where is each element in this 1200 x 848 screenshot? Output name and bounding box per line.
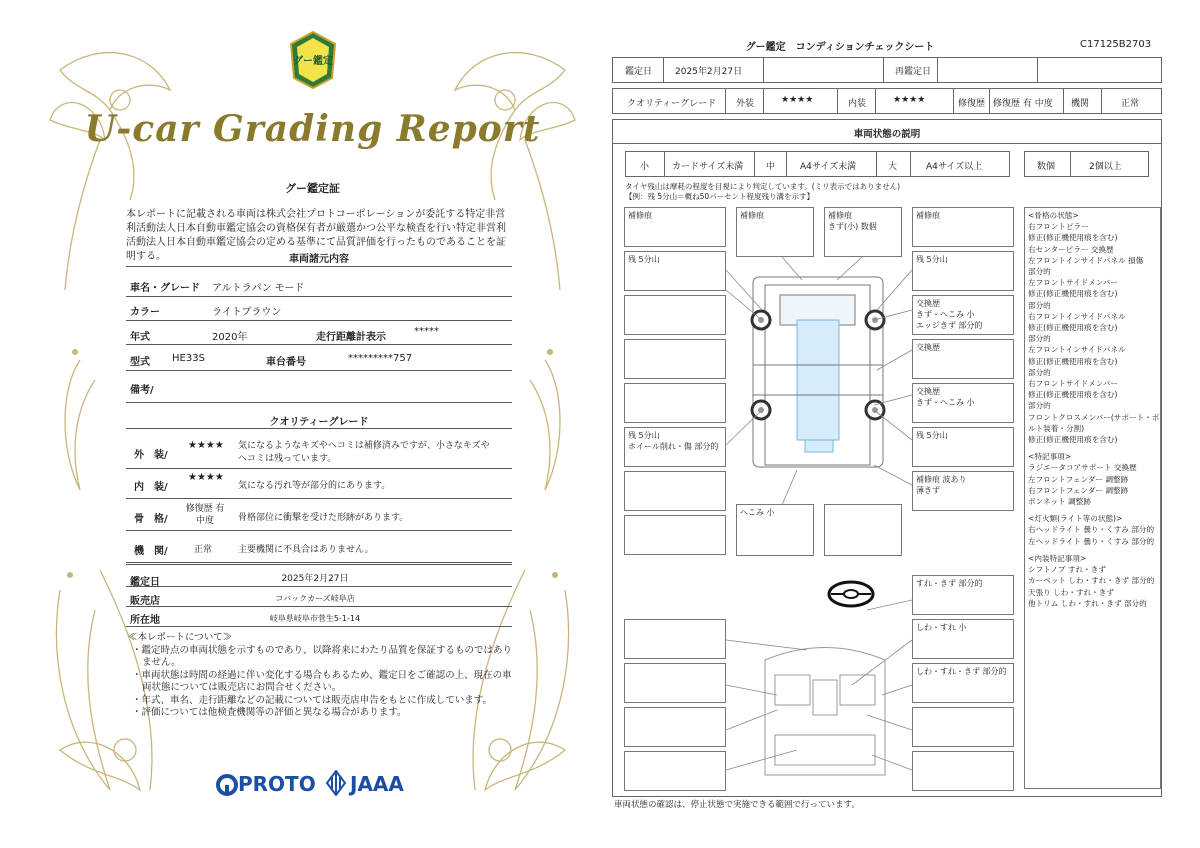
year-value: 2020年 xyxy=(212,332,248,343)
size-mid: 中 xyxy=(766,162,776,172)
engine-label: 機関 xyxy=(1071,99,1090,109)
quality-grade-label: クオリティーグレード xyxy=(627,99,717,109)
note-line: 右センターピラー 交換歴 xyxy=(1028,244,1114,254)
date-row xyxy=(612,57,1162,83)
quality-heading: クオリティーグレード xyxy=(269,417,369,428)
size-legend xyxy=(625,151,1010,177)
mileage-value: ***** xyxy=(414,326,439,337)
note-item: ・年式、車名、走行距離などの記載については販売店申告をもとに作成しています。 xyxy=(132,694,493,706)
interior-box: しわ・すれ・きず 部分的 xyxy=(912,663,1014,703)
reappraisal-label: 再鑑定日 xyxy=(895,67,932,77)
note-line: 部分的 xyxy=(1028,300,1051,310)
damage-box: 補修痕 きず(小) 数個 xyxy=(824,207,902,257)
note-item: ・評価については他検査機関等の評価と異なる場合があります。 xyxy=(132,707,407,718)
note-line: 部分的 xyxy=(1028,267,1051,277)
note-line: 右フロントピラー xyxy=(1028,222,1089,232)
tire-note: タイヤ残山は摩耗の程度を目視により判定しています。(ミリ表示ではありません) xyxy=(625,182,901,191)
model-label: 型式 xyxy=(130,357,150,368)
note-item: ・鑑定時点の車両状態を示すものであり、以降将来にわたり品質を保証するものではありません。 xyxy=(132,644,513,668)
engine-value: 正常 xyxy=(1121,99,1140,109)
frame-comment: 骨格部位に衝撃を受けた形跡があります。 xyxy=(238,513,409,523)
note-line: 左フロントフェンダー 調整跡 xyxy=(1028,474,1129,484)
car-name-label: 車名・グレード xyxy=(130,283,200,294)
frame-label: 骨 格/ xyxy=(134,514,168,525)
note-line: 修正(修正機使用痕を含む) xyxy=(1028,435,1118,445)
note-line: 修正(修正機使用痕を含む) xyxy=(1028,390,1118,400)
note-line: 左フロントインサイドパネル xyxy=(1028,345,1126,355)
exterior-stars: ★★★★ xyxy=(781,95,814,105)
interior-label: 内装 xyxy=(848,99,867,109)
size-large-desc: A4サイズ以上 xyxy=(926,162,983,172)
damage-box: 残 5分山 xyxy=(912,427,1014,467)
color-label: カラー xyxy=(130,307,160,318)
interior-grade: ★★★★ xyxy=(188,472,224,483)
interior-label: 内 装/ xyxy=(134,482,168,493)
note-line: <内装特記事項> xyxy=(1028,553,1087,563)
note-line: カーペット しわ・すれ・きず 部分的 xyxy=(1028,576,1155,586)
engine-label: 機 関/ xyxy=(134,546,168,557)
goo-appraisal-emblem xyxy=(288,30,338,90)
car-name-value: アルトラパン モード xyxy=(212,283,305,294)
report-script-title: U-car Grading Report xyxy=(84,108,541,150)
jaaa-logo-text: JAAA xyxy=(350,772,404,796)
note-line: シフトノブ すれ・きず xyxy=(1028,565,1106,575)
certificate-title: グー鑑定証 xyxy=(285,182,340,195)
count-legend xyxy=(1024,151,1149,177)
remarks-label: 備考/ xyxy=(130,385,154,396)
tire-example: 【例：残 5分山＝概ね50パーセント程度残り溝を示す】 xyxy=(625,192,815,201)
repair-value: 修復歴 有 中度 xyxy=(993,99,1053,109)
note-line: 右フロントサイドメンバー xyxy=(1028,379,1118,389)
year-label: 年式 xyxy=(130,332,150,343)
damage-box: 補修痕 波あり 薄きず xyxy=(912,471,1014,511)
proto-logo-text: PROTO xyxy=(238,772,316,796)
count-desc: 2個以上 xyxy=(1089,162,1122,172)
note-item: ・車両状態は時間の経過に伴い変化する場合もあるため、鑑定日をご確認の上、現在の車両状態については販売店にお問合せください。 xyxy=(132,669,512,693)
interior-box: しわ・すれ 小 xyxy=(912,619,1014,659)
note-line: 左ヘッドライト 曇り・くすみ 部分的 xyxy=(1028,536,1155,546)
size-mid-desc: A4サイズ未満 xyxy=(800,162,857,172)
damage-box: 交換歴 きず・へこみ 小 xyxy=(912,383,1014,423)
engine-grade: 正常 xyxy=(194,545,213,555)
size-large: 大 xyxy=(888,162,898,172)
appraisal-date-label: 鑑定日 xyxy=(130,577,160,588)
note-line: フロントクロスメンバー(サポート・ボ xyxy=(1028,412,1160,422)
note-line: 天張り しわ・すれ・きず xyxy=(1028,587,1114,597)
date-value: 2025年2月27日 xyxy=(675,67,743,77)
date-label: 鑑定日 xyxy=(625,67,653,77)
spec-heading: 車両諸元内容 xyxy=(289,254,349,265)
note-line: 修正(修正機使用痕を含む) xyxy=(1028,323,1118,333)
exterior-label: 外 装/ xyxy=(134,450,168,461)
mileage-label: 走行距離計表示 xyxy=(316,332,386,343)
note-line: 部分的 xyxy=(1028,334,1051,344)
interior-comment: 気になる汚れ等が部分的にあります。 xyxy=(238,481,391,491)
note-line: <骨格の状態> xyxy=(1028,211,1079,220)
note-line: ボンネット 調整跡 xyxy=(1028,497,1091,507)
damage-box: 残 5分山 xyxy=(912,251,1014,291)
size-small: 小 xyxy=(640,162,650,172)
repair-label: 修復歴 xyxy=(958,99,986,109)
note-line: 修正(修正機使用痕を含む) xyxy=(1028,233,1118,243)
engine-comment: 主要機関に不具合はありません。 xyxy=(238,545,374,555)
report-notes xyxy=(128,632,513,720)
interior-box: すれ・きず 部分的 xyxy=(912,575,1014,615)
shop-label: 販売店 xyxy=(130,596,160,607)
damage-box: へこみ 小 xyxy=(736,504,814,556)
note-line: 右フロントインサイドパネル xyxy=(1028,311,1126,321)
note-line: 左フロントサイドメンバー xyxy=(1028,278,1118,288)
shop-value: コバックカーズ岐阜店 xyxy=(275,594,355,603)
note-line: ルト装着・分割) xyxy=(1028,423,1085,433)
sheet-title: グー鑑定 コンディションチェックシート xyxy=(745,42,935,53)
sheet-id: C17125B2703 xyxy=(1080,39,1152,50)
proto-logo-icon xyxy=(216,774,238,796)
note-line: <灯火類(ライト等の状態)> xyxy=(1028,514,1123,524)
size-small-desc: カードサイズ未満 xyxy=(672,162,744,172)
exterior-label: 外装 xyxy=(736,99,755,109)
note-line: ラジエータコアサポート 交換歴 xyxy=(1028,463,1137,473)
frame-grade: 修復歴 有 中度 xyxy=(185,504,225,526)
footer-note: 車両状態の確認は、停止状態で実施できる範囲で行っています。 xyxy=(614,800,860,810)
note-line: 部分的 xyxy=(1028,401,1051,411)
inspection-notes-panel xyxy=(1024,207,1161,789)
grade-row xyxy=(612,88,1162,114)
notes-title: ≪本レポートについて≫ xyxy=(128,632,233,643)
exterior-grade: ★★★★ xyxy=(188,440,224,451)
condition-heading: 車両状態の説明 xyxy=(853,129,921,140)
address-value: 岐阜県岐阜市菅生5-1-14 xyxy=(269,614,361,623)
damage-box: 補修痕 xyxy=(624,207,726,247)
damage-box: 交換歴 きず・へこみ 小 エッジきず 部分的 xyxy=(912,295,1014,335)
damage-box: 残 5分山 ホイール削れ・傷 部分的 xyxy=(624,427,726,467)
chassis-value: *********757 xyxy=(348,353,413,364)
note-line: 修正(修正機使用痕を含む) xyxy=(1028,289,1118,299)
note-line: 右フロントフェンダー 調整跡 xyxy=(1028,485,1129,495)
damage-box: 残 5分山 xyxy=(624,251,726,291)
interior-stars: ★★★★ xyxy=(893,95,926,105)
damage-box: 補修痕 xyxy=(736,207,814,257)
certificate-statement: 本レポートに記載される車両は株式会社プロトコーポレーションが委託する特定非営利活動法人日本自動車鑑定協会の資格保有者が厳選かつ公平な検査を行い特定非営利活動法人日本自動車鑑定協会の定める基準にて品質評価を行ったものであることを証明する。 xyxy=(126,209,506,262)
emblem-label: グー鑑定 xyxy=(293,56,333,67)
grading-certificate xyxy=(40,30,585,820)
chassis-label: 車台番号 xyxy=(266,357,306,368)
leader-lines xyxy=(612,200,1022,800)
note-line: 修正(修正機使用痕を含む) xyxy=(1028,356,1118,366)
color-value: ライトブラウン xyxy=(212,307,282,318)
address-label: 所在地 xyxy=(130,615,160,626)
exterior-comment: 気になるようなキズやヘコミは補修済みですが、小さなキズやヘコミは残っています。 xyxy=(238,441,490,464)
note-line: 他トリム しわ・すれ・きず 部分的 xyxy=(1028,598,1147,608)
note-line: 右ヘッドライト 曇り・くすみ 部分的 xyxy=(1028,525,1155,535)
count-label: 数個 xyxy=(1037,162,1056,172)
note-line: <特記事項> xyxy=(1028,452,1072,462)
damage-box: 補修痕 xyxy=(912,207,1014,247)
model-value: HE33S xyxy=(172,353,205,364)
jaaa-logo-icon xyxy=(326,770,346,796)
note-line: 左フロントインサイドパネル 損傷 xyxy=(1028,255,1144,265)
note-line: 部分的 xyxy=(1028,367,1051,377)
appraisal-date-value: 2025年2月27日 xyxy=(281,574,349,584)
damage-box: 交換歴 xyxy=(912,339,1014,379)
